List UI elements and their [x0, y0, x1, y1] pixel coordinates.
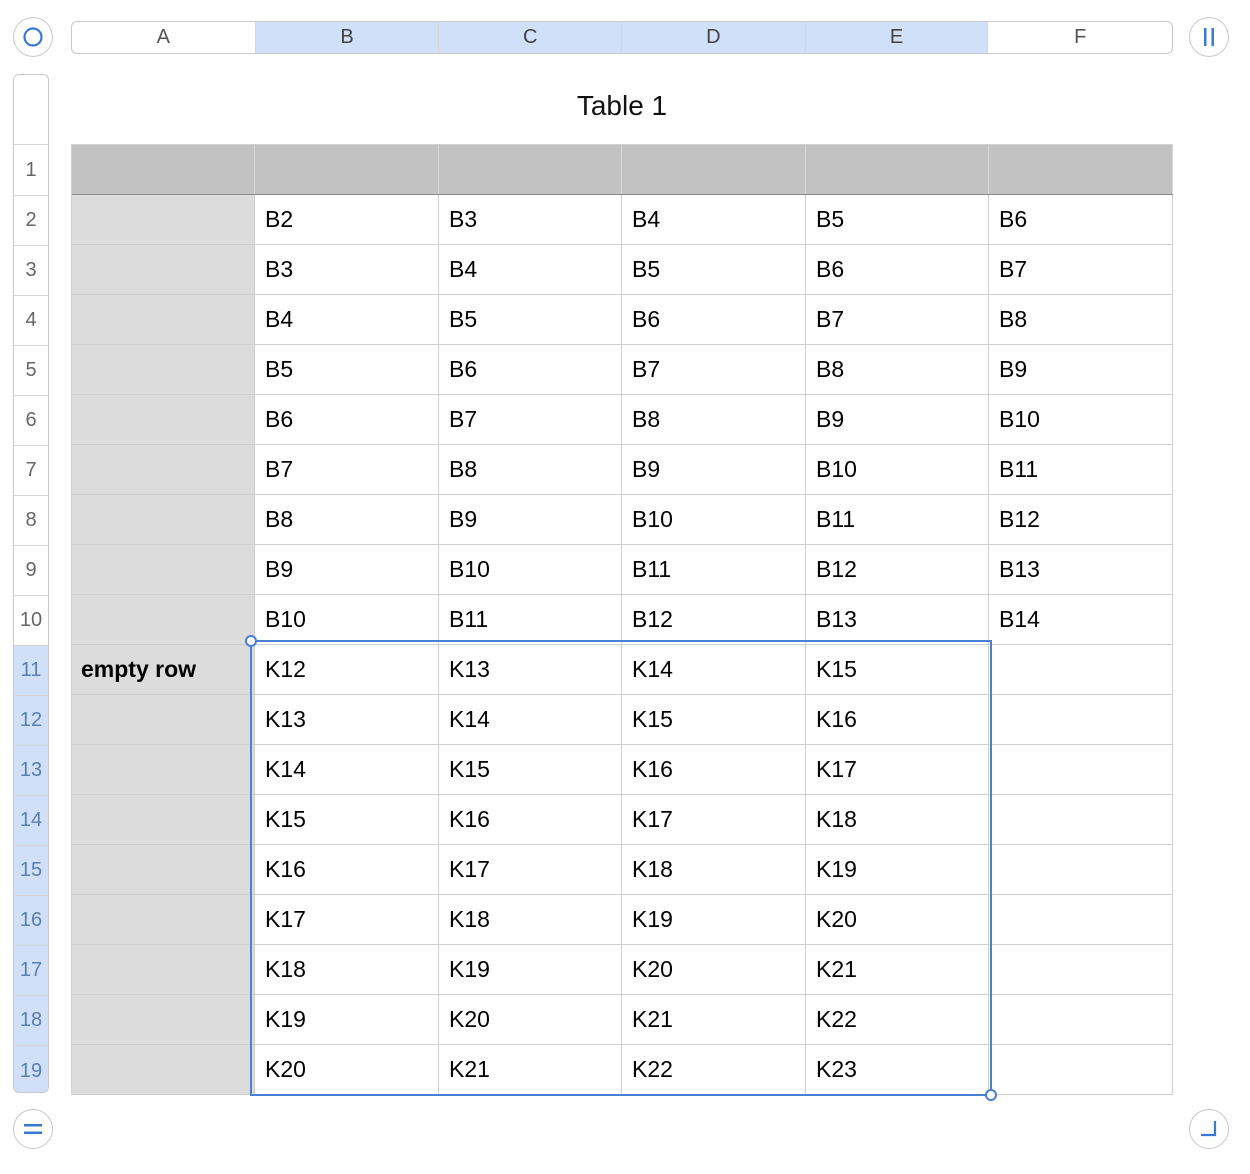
pause-columns-icon [1199, 26, 1219, 48]
select-table-circle-icon [22, 26, 44, 48]
table-cell[interactable]: K16 [622, 745, 806, 794]
table-row [71, 995, 1173, 1045]
add-column-button[interactable] [1189, 17, 1229, 57]
table-row [71, 645, 1173, 695]
select-table-button[interactable] [13, 17, 53, 57]
table-cell[interactable]: B9 [439, 495, 622, 544]
table-cell[interactable]: K13 [255, 695, 439, 744]
table-cell[interactable]: K14 [622, 645, 806, 694]
row-header-11[interactable]: 11 [14, 646, 48, 696]
table-cell[interactable]: K23 [806, 1045, 989, 1094]
row-header-12[interactable]: 12 [14, 696, 48, 746]
table-row [71, 695, 1173, 745]
row-header-16[interactable]: 16 [14, 896, 48, 946]
column-header-d[interactable]: D [622, 22, 806, 53]
table-cell[interactable]: K20 [255, 1045, 439, 1094]
table-cell[interactable]: B6 [989, 195, 1173, 244]
row-label-cell[interactable]: empty row [71, 645, 255, 694]
table-row [71, 745, 1173, 795]
table-cell[interactable]: K19 [255, 995, 439, 1044]
table-cell[interactable] [989, 795, 1173, 844]
table-cell[interactable]: K18 [806, 795, 989, 844]
table-cell[interactable]: K19 [439, 945, 622, 994]
table-row [71, 945, 1173, 995]
table-cell[interactable] [989, 745, 1173, 794]
table-cell[interactable]: K13 [439, 645, 622, 694]
row-label-cell[interactable] [71, 345, 255, 394]
table-cell[interactable]: B9 [622, 445, 806, 494]
row-header-7[interactable]: 7 [14, 446, 48, 496]
table-cell[interactable]: B2 [255, 195, 439, 244]
table-grid [71, 144, 1173, 1095]
table-cell[interactable]: K16 [439, 795, 622, 844]
row-label-cell[interactable] [71, 745, 255, 794]
table-cell[interactable]: B8 [806, 345, 989, 394]
table-title[interactable]: Table 1 [576, 90, 668, 121]
table-cell[interactable]: B6 [806, 245, 989, 294]
table-row [71, 195, 1173, 245]
table-cell[interactable]: B9 [255, 545, 439, 594]
table-cell[interactable]: B4 [622, 195, 806, 244]
column-header-c[interactable]: C [439, 22, 622, 53]
column-header-f[interactable]: F [1074, 26, 1087, 48]
table-cell[interactable]: B8 [989, 295, 1173, 344]
table-cell[interactable]: B10 [439, 545, 622, 594]
header-cell[interactable] [255, 144, 439, 194]
table-cell[interactable]: B10 [989, 395, 1173, 444]
table-row [71, 345, 1173, 395]
table-cell[interactable]: K15 [439, 745, 622, 794]
table-cell[interactable]: B10 [622, 495, 806, 544]
row-label-cell[interactable] [71, 195, 255, 244]
header-row [71, 144, 1173, 195]
table-row [71, 845, 1173, 895]
table-cell[interactable]: B4 [439, 245, 622, 294]
table-cell[interactable]: B10 [806, 445, 989, 494]
table-cell[interactable]: B11 [989, 445, 1173, 494]
table-cell[interactable]: K20 [439, 995, 622, 1044]
table-cell[interactable]: K17 [806, 745, 989, 794]
table-cell[interactable]: B6 [622, 295, 806, 344]
table-cell[interactable]: B7 [622, 345, 806, 394]
table-cell[interactable]: K17 [439, 845, 622, 894]
table-row [71, 495, 1173, 545]
table-row [71, 445, 1173, 495]
table-cell[interactable] [989, 845, 1173, 894]
row-label-cell[interactable] [71, 945, 255, 994]
table-row [71, 1045, 1173, 1095]
table-row [71, 895, 1173, 945]
table-cell[interactable] [989, 1045, 1173, 1094]
row-header-18[interactable]: 18 [14, 996, 48, 1046]
table-cell[interactable]: B9 [989, 345, 1173, 394]
row-header-9[interactable]: 9 [14, 546, 48, 596]
table-cell[interactable]: B12 [806, 545, 989, 594]
row-label-cell[interactable] [71, 445, 255, 494]
table-cell[interactable]: B6 [439, 345, 622, 394]
row-header-6[interactable]: 6 [14, 396, 48, 446]
row-label-cell[interactable] [71, 845, 255, 894]
row-label-cell[interactable] [71, 995, 255, 1044]
table-cell[interactable]: B5 [439, 295, 622, 344]
row-header-4[interactable]: 4 [14, 296, 48, 346]
table-cell[interactable]: B8 [255, 495, 439, 544]
table-cell[interactable]: B11 [806, 495, 989, 544]
table-cell[interactable]: K19 [622, 895, 806, 944]
table-cell[interactable]: B5 [806, 195, 989, 244]
table-cell[interactable]: B4 [255, 295, 439, 344]
table-cell[interactable]: B3 [255, 245, 439, 294]
row-header-13[interactable]: 13 [14, 746, 48, 796]
table-cell[interactable]: K16 [255, 845, 439, 894]
table-row [71, 295, 1173, 345]
table-cell[interactable]: B8 [439, 445, 622, 494]
column-header-a[interactable]: A [72, 22, 256, 53]
table-cell[interactable]: B14 [989, 595, 1173, 644]
resize-corner-icon [1198, 1118, 1220, 1140]
table-cell[interactable]: K19 [806, 845, 989, 894]
table-cell[interactable]: K17 [255, 895, 439, 944]
header-cell[interactable] [622, 144, 806, 194]
table-cell[interactable] [989, 995, 1173, 1044]
row-header-1[interactable]: 1 [14, 145, 48, 196]
table-cell[interactable]: K14 [439, 695, 622, 744]
table-cell[interactable]: B12 [989, 495, 1173, 544]
row-label-cell[interactable] [71, 695, 255, 744]
table-cell[interactable]: K18 [255, 945, 439, 994]
table-cell[interactable]: B9 [806, 395, 989, 444]
table-cell[interactable]: B11 [439, 595, 622, 644]
table-cell[interactable] [989, 945, 1173, 994]
header-cell[interactable] [806, 144, 989, 194]
add-row-button[interactable] [13, 1109, 53, 1149]
column-header-e[interactable]: E [806, 22, 989, 53]
table-cell[interactable]: K17 [622, 795, 806, 844]
table-cell[interactable] [989, 895, 1173, 944]
row-header-15[interactable]: 15 [14, 846, 48, 896]
row-label-cell[interactable] [71, 595, 255, 644]
table-cell[interactable]: B7 [806, 295, 989, 344]
row-label-cell[interactable] [71, 495, 255, 544]
row-header-3[interactable]: 3 [14, 246, 48, 296]
row-header-14[interactable]: 14 [14, 796, 48, 846]
table-cell[interactable]: K15 [806, 645, 989, 694]
table-cell[interactable]: K18 [439, 895, 622, 944]
table-cell[interactable]: K14 [255, 745, 439, 794]
table-cell[interactable]: K20 [806, 895, 989, 944]
table-row [71, 395, 1173, 445]
table-row [71, 545, 1173, 595]
table-row [71, 245, 1173, 295]
row-header-bar [13, 74, 49, 1093]
table-cell[interactable]: K21 [806, 945, 989, 994]
row-label-cell[interactable] [71, 395, 255, 444]
table-cell[interactable]: K12 [255, 645, 439, 694]
resize-table-button[interactable] [1189, 1109, 1229, 1149]
table-cell[interactable]: K18 [622, 845, 806, 894]
table-row [71, 795, 1173, 845]
header-cell[interactable] [439, 144, 622, 194]
table-row [71, 595, 1173, 645]
table-cell[interactable]: B11 [622, 545, 806, 594]
header-cell[interactable] [71, 144, 255, 194]
table-cell[interactable]: B7 [255, 445, 439, 494]
row-label-cell[interactable] [71, 545, 255, 594]
row-header-spacer [14, 75, 48, 145]
row-header-2[interactable]: 2 [14, 196, 48, 246]
column-header-b[interactable]: B [256, 22, 440, 53]
table-cell[interactable]: K22 [622, 1045, 806, 1094]
table-cell[interactable]: B5 [255, 345, 439, 394]
row-label-cell[interactable] [71, 245, 255, 294]
table-cell[interactable]: B8 [622, 395, 806, 444]
row-label-cell[interactable] [71, 1045, 255, 1094]
table-cell[interactable]: B7 [989, 245, 1173, 294]
table-cell[interactable]: K21 [622, 995, 806, 1044]
table-cell[interactable]: K15 [255, 795, 439, 844]
row-label-cell[interactable] [71, 295, 255, 344]
equals-rows-icon [22, 1119, 44, 1139]
header-cell[interactable] [989, 144, 1173, 194]
table-cell[interactable]: K21 [439, 1045, 622, 1094]
column-header-bar [71, 21, 1173, 54]
row-header-5[interactable]: 5 [14, 346, 48, 396]
row-label-cell[interactable] [71, 895, 255, 944]
table-cell[interactable]: K15 [622, 695, 806, 744]
row-header-8[interactable]: 8 [14, 496, 48, 546]
table-cell[interactable]: K16 [806, 695, 989, 744]
table-cell[interactable]: B12 [622, 595, 806, 644]
table-cell[interactable]: B10 [255, 595, 439, 644]
table-cell[interactable] [989, 695, 1173, 744]
row-header-10[interactable]: 10 [14, 596, 48, 646]
table-cell[interactable]: B6 [255, 395, 439, 444]
table-cell[interactable]: B13 [989, 545, 1173, 594]
row-label-cell[interactable] [71, 795, 255, 844]
row-header-19[interactable]: 19 [14, 1046, 48, 1093]
table-cell[interactable]: B7 [439, 395, 622, 444]
row-header-17[interactable]: 17 [14, 946, 48, 996]
table-cell[interactable]: B5 [622, 245, 806, 294]
table-cell[interactable]: K20 [622, 945, 806, 994]
table-cell[interactable]: K22 [806, 995, 989, 1044]
table-cell[interactable]: B3 [439, 195, 622, 244]
table-cell[interactable]: B13 [806, 595, 989, 644]
table-cell[interactable] [989, 645, 1173, 694]
